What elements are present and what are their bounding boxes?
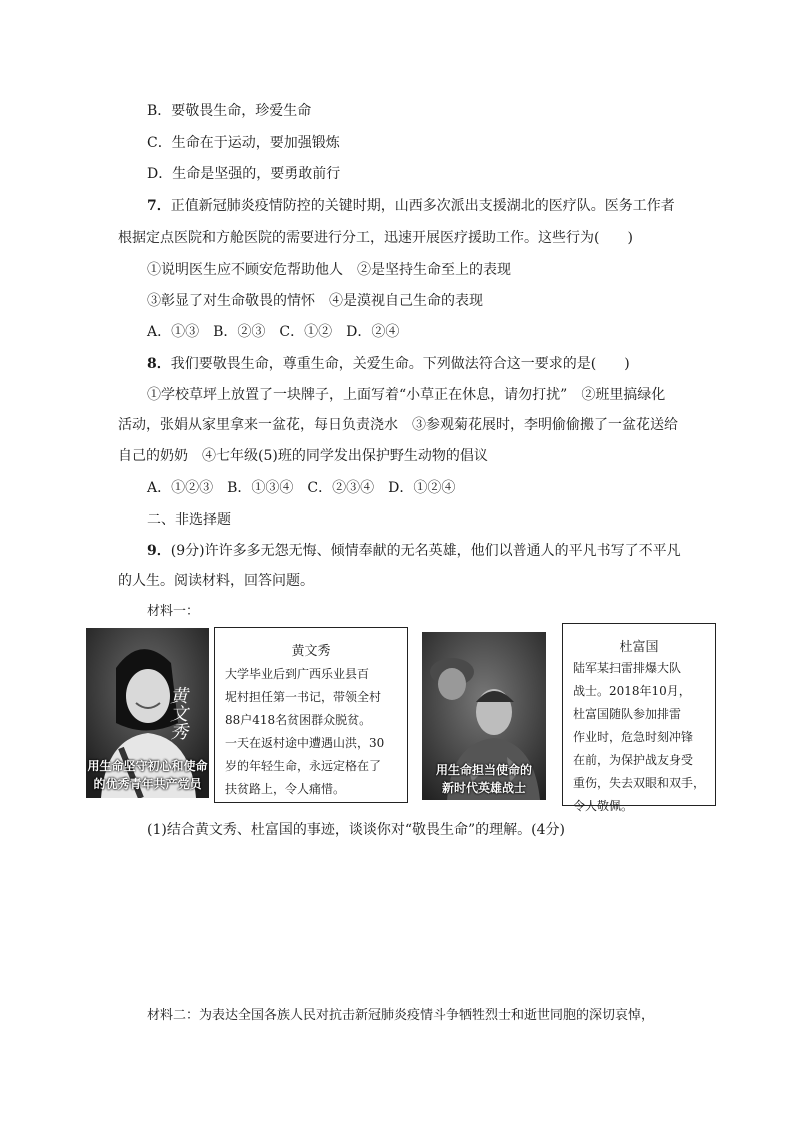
- section-heading: 二、非选择题: [147, 512, 231, 528]
- profile-box-2: [562, 623, 716, 813]
- portrait-photo-1: [86, 628, 209, 798]
- question-8-choices: A．①②③ B．①③④ C．②③④ D．①②④: [147, 480, 456, 496]
- question-7-line1: 7．正值新冠肺炎疫情防控的关键时期，山西多次派出支援湖北的医疗队。医务工作者: [147, 198, 675, 214]
- question-number: 8．: [147, 356, 171, 372]
- option-d: D．生命是坚强的，要勇敢前行: [147, 166, 341, 182]
- photo-1-caption-line1: 用生命坚守初心和使命: [87, 759, 208, 773]
- question-8-line3: 活动，张娟从家里拿来一盆花，每日负责浇水 ③参观菊花展时，李明偷偷搬了一盆花送给: [118, 417, 678, 433]
- photo-1-caption-line2: 的优秀青年共产党员: [93, 777, 202, 791]
- photo-2-caption-line1: 用生命担当使命的: [435, 763, 532, 777]
- question-7-line2: 根据定点医院和方舱医院的需要进行分工，迅速开展医疗援助工作。这些行为( ): [118, 230, 633, 246]
- portrait-photo-2: [422, 632, 546, 800]
- signature-text: 黄文秀: [167, 686, 188, 740]
- profile-2-name: 杜富国: [619, 640, 659, 655]
- profile-1-text: 大学毕业后到广西乐业县百 坭村担任第一书记，带领全村 88户418名贫困群众脱贫。 一天在返村途中遭遇山洪，30 岁的年轻生命，永远定格在了 扶贫路上，令人痛惜。: [225, 667, 385, 796]
- question-7-statement2: ③彰显了对生命敬畏的情怀 ④是漠视自己生命的表现: [147, 293, 483, 309]
- question-9-line2: 的人生。阅读材料，回答问题。: [118, 573, 314, 589]
- profile-1-name: 黄文秀: [291, 644, 331, 659]
- question-number: 7．: [147, 198, 171, 214]
- question-8-line1: 8．我们要敬畏生命，尊重生命，关爱生命。下列做法符合这一要求的是( ): [147, 356, 630, 372]
- material-2-text: 材料二：为表达全国各族人民对抗击新冠肺炎疫情斗争牺牲烈士和逝世同胞的深切哀悼，: [147, 1008, 655, 1023]
- photo-2-caption-line2: 新时代英雄战士: [441, 781, 526, 795]
- question-number: 9．: [147, 543, 171, 559]
- profile-box-1: [214, 627, 408, 803]
- question-7-choices: A．①③ B．②③ C．①② D．②④: [147, 324, 400, 340]
- question-8-line2: ①学校草坪上放置了一块牌子，上面写着“小草正在休息，请勿打扰” ②班里搞绿化: [147, 387, 666, 403]
- question-9-line1: 9．(9分)许许多多无怨无悔、倾情奉献的无名英雄，他们以普通人的平凡书写了不平凡: [147, 543, 681, 559]
- option-b: B．要敬畏生命，珍爱生命: [147, 103, 312, 119]
- sub-question-1: (1)结合黄文秀、杜富国的事迹，谈谈你对“敬畏生命”的理解。(4分): [147, 822, 565, 838]
- question-8-line4: 自己的奶奶 ④七年级(5)班的同学发出保护野生动物的倡议: [118, 448, 488, 464]
- option-c: C．生命在于运动，要加强锻炼: [147, 135, 340, 151]
- material-1-label: 材料一：: [147, 604, 200, 619]
- profile-2-text: 陆军某扫雷排爆大队 战士。2018年10月， 杜富国随队参加排雷 作业时，危急时刻冲锋 在前，为保护战友身受 重伤，失去双眼和双手， 令人敬佩。: [573, 661, 706, 813]
- question-7-statement1: ①说明医生应不顾安危帮助他人 ②是坚持生命至上的表现: [147, 262, 511, 278]
